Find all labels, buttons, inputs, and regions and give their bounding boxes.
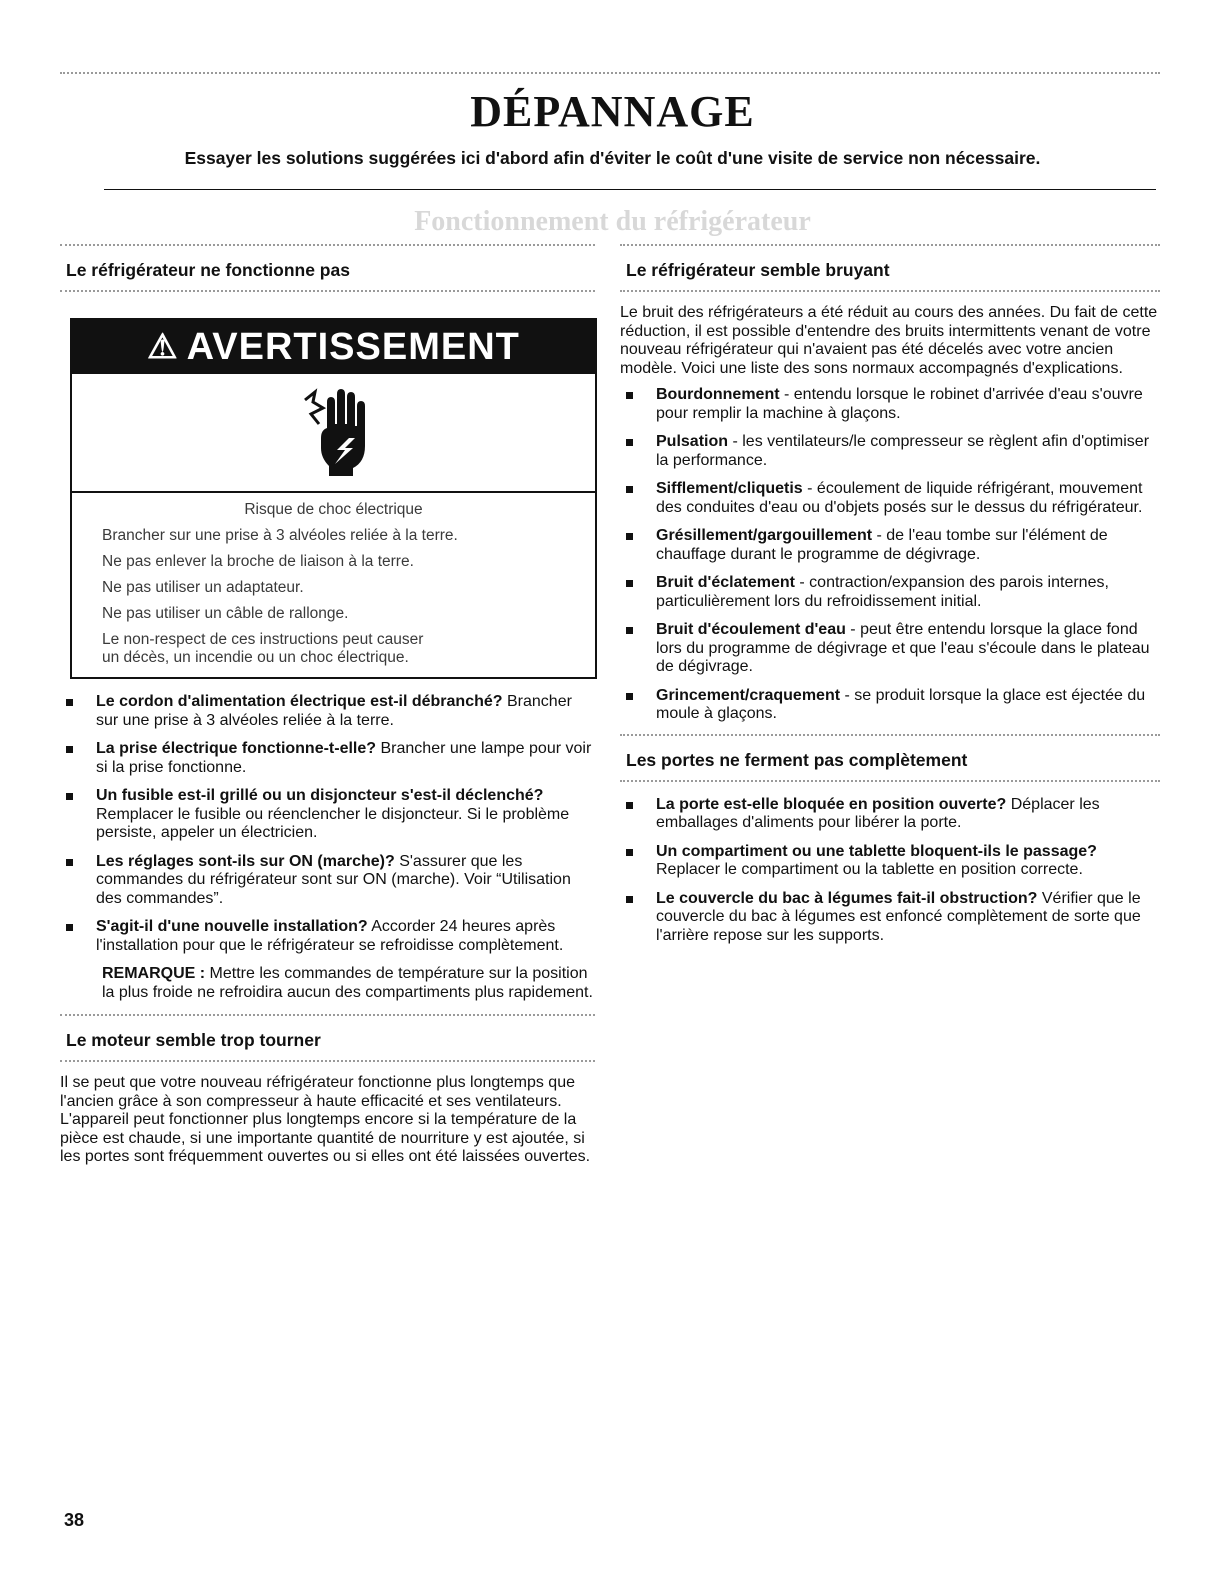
noise-list [620,386,1160,724]
heading-box [620,244,1160,292]
item-desc: - entendu lorsque le robinet d'arrivée d'eau s'ouvre pour remplir la machine à glaçons. [656,386,1143,422]
note [60,965,595,1002]
dotted-rule [620,290,1160,292]
section-heading: Le réfrigérateur ne fonctionne pas [66,260,350,280]
paragraph: Le bruit des réfrigérateurs a été réduit au cours des années. Du fait de cette réduction, il est possible d'entendre des bruits intermittents venant de votre nouveau réfrigérateur qui n'avaient pas été décelés avec votre ancien modèle. Voici une liste des sons normaux accompagnés d'explications. [620,304,1158,377]
bullet-icon [626,439,633,446]
item-answer: Accorder 24 heures après l'installation pour que le réfrigérateur se refroidisse complètement. [96,918,564,954]
section-title: Fonctionnement du réfrigérateur [414,206,811,237]
bullet-icon [626,392,633,399]
bullet-icon [626,896,633,903]
bullet-icon [626,580,633,587]
warning-line: Ne pas utiliser un adaptateur. [102,579,304,596]
item-question: Le cordon d'alimentation électrique est-il débranché? [96,693,503,710]
door-checklist [620,796,1160,946]
note-text: Mettre les commandes de température sur la position la plus froide ne refroidira aucun des compartiments plus rapidement. [102,965,593,1001]
item-desc: - peut être entendu lorsque la glace fond lors du programme de dégivrage et que l'eau s'écoule dans le plateau de dégivrage. [656,621,1150,675]
item-answer: Replacer le compartiment ou la tablette en position correcte. [656,861,1083,878]
heading-box [60,244,595,292]
list-item [60,740,595,777]
section-heading: Le moteur semble trop tourner [66,1030,321,1050]
item-term: Sifflement/cliquetis [656,480,803,497]
warning-box [70,318,597,679]
item-desc: - contraction/expansion des parois internes, particulièrement lors du refroidissement initial. [656,574,1109,610]
list-item [620,843,1160,880]
page-subtitle: Essayer les solutions suggérées ici d'abord afin d'éviter le coût d'une visite de service non nécessaire. [184,148,1041,168]
item-term: Bourdonnement [656,386,780,403]
warning-icon-area [72,374,595,493]
item-desc: - se produit lorsque la glace est éjectée du moule à glaçons. [656,686,1146,722]
list-item [620,433,1160,470]
bullet-icon [66,699,73,706]
warning-line: Ne pas enlever la broche de liaison à la terre. [102,553,414,570]
bullet-icon [66,859,73,866]
item-question: S'agit-il d'une nouvelle installation? [96,918,368,935]
warning-line: un décès, un incendie ou un choc électrique. [102,649,409,666]
bullet-icon [626,693,633,700]
bullet-icon [626,802,633,809]
list-item [620,796,1160,833]
item-question: Les réglages sont-ils sur ON (marche)? [96,852,395,870]
item-answer: Brancher sur une prise à 3 alvéoles reliée à la terre. [96,693,572,729]
section-heading: Les portes ne ferment pas complètement [626,749,968,770]
paragraph: Il se peut que votre nouveau réfrigérateur fonctionne plus longtemps que l'ancien grâce à son compresseur à haute efficacité et ses ventilateurs. L'appareil peut fonctionner plus longtemps encore si la température de la pièce est chaude, si une importante quantité de nourriture y est ajoutée, si les portes sont fréquemment ouvertes ou si elles ont été laissées ouvertes. [60,1074,591,1165]
item-question: Un fusible est-il grillé ou un disjoncteur s'est-il déclenché? [96,787,544,804]
warning-banner-label: AVERTISSEMENT [186,325,520,368]
page-title: DÉPANNAGE [470,87,755,136]
list-item [60,918,595,955]
item-answer: S'assurer que les commandes du réfrigérateur sont sur ON (marche). Voir “Utilisation des commandes”. [96,852,571,907]
item-term: Grésillement/gargouillement [656,527,873,544]
title-divider [104,189,1156,190]
list-item [60,693,595,730]
left-column [60,244,595,1167]
heading-box [60,1014,595,1062]
electric-shock-hand-icon [299,388,369,478]
item-term: Bruit d'éclatement [656,574,795,591]
list-item [620,527,1160,564]
warning-triangle-icon: ⚠ [147,328,179,366]
warning-banner [72,320,595,374]
list-item [620,386,1160,423]
right-column [620,244,1160,955]
item-question: La porte est-elle bloquée en position ouverte? [656,795,1007,813]
item-answer: Brancher une lampe pour voir si la prise fonctionne. [96,740,592,776]
item-term: Bruit d'écoulement d'eau [656,621,846,638]
top-dotted-rule [60,72,1160,74]
list-item [620,574,1160,611]
item-answer: Vérifier que le couvercle du bac à légumes est enfoncé complètement de sorte que l'arrière repose sur les supports. [656,889,1141,944]
dotted-rule [60,1060,595,1062]
warning-line: Risque de choc électrique [244,501,423,518]
bullet-icon [66,924,73,931]
bullet-icon [626,627,633,634]
item-desc: - de l'eau tombe sur l'élément de chauffage durant le programme de dégivrage. [656,527,1108,563]
list-item [60,787,595,843]
section-heading: Le réfrigérateur semble bruyant [626,260,890,280]
heading-box [620,734,1160,782]
item-desc: - écoulement de liquide réfrigérant, mouvement des conduites d'eau ou d'objets posés sur le dessus du réfrigérateur. [656,480,1143,516]
bullet-icon [66,793,73,800]
item-question: Le couvercle du bac à légumes fait-il obstruction? [656,889,1038,907]
warning-line: Ne pas utiliser un câble de rallonge. [102,605,349,622]
warning-line: Brancher sur une prise à 3 alvéoles reliée à la terre. [102,527,458,544]
dotted-rule [620,780,1160,782]
list-item [620,687,1160,724]
list-item [620,480,1160,517]
bullet-icon [626,533,633,540]
warning-line: Le non-respect de ces instructions peut causer [102,631,424,648]
dotted-rule [60,290,595,292]
item-answer: Déplacer les emballages d'aliments pour libérer la porte. [656,795,1100,831]
item-question: La prise électrique fonctionne-t-elle? [96,740,377,757]
item-answer: Remplacer le fusible ou réenclencher le disjoncteur. Si le problème persiste, appeler un électricien. [96,805,570,841]
warning-text [72,493,595,677]
note-label: REMARQUE : [102,965,206,982]
page-number: 38 [64,1510,85,1530]
bullet-icon [66,746,73,753]
item-question: Un compartiment ou une tablette bloquent-ils le passage? [656,842,1097,860]
list-item [60,853,595,909]
list-item [620,890,1160,946]
bullet-icon [626,849,633,856]
item-term: Grincement/craquement [656,686,841,704]
item-term: Pulsation [656,433,729,450]
list-item [620,621,1160,677]
bullet-icon [626,486,633,493]
checklist [60,693,595,955]
item-desc: - les ventilateurs/le compresseur se règlent afin d'optimiser la performance. [656,433,1150,469]
